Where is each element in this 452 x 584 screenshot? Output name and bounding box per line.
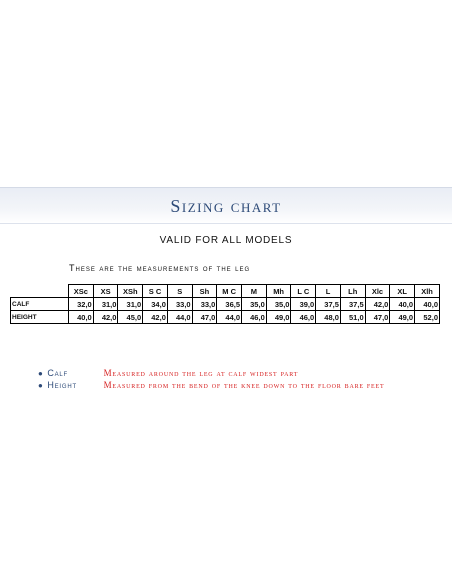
- table-cell: 49,0: [390, 311, 415, 324]
- size-header: XL: [390, 285, 415, 298]
- legend-description: Measured from the bend of the knee down to the floor bare feet: [103, 380, 385, 390]
- size-header: Xlc: [365, 285, 390, 298]
- table-row: [11, 298, 440, 311]
- size-header: S C: [143, 285, 168, 298]
- table-corner: [11, 285, 69, 298]
- size-header: S: [167, 285, 192, 298]
- table-cell: 31,0: [93, 298, 118, 311]
- table-cell: 46,0: [242, 311, 267, 324]
- size-header: XSc: [69, 285, 94, 298]
- size-header: L C: [291, 285, 316, 298]
- table-cell: 44,0: [167, 311, 192, 324]
- table-cell: 33,0: [167, 298, 192, 311]
- table-cell: 36,5: [217, 298, 242, 311]
- table-cell: 52,0: [415, 311, 440, 324]
- table-cell: 42,0: [93, 311, 118, 324]
- legend-item-calf: [38, 368, 298, 378]
- size-header: Sh: [192, 285, 217, 298]
- size-header: L: [316, 285, 341, 298]
- size-header: M C: [217, 285, 242, 298]
- sizing-table: [10, 284, 440, 324]
- table-cell: 48,0: [316, 311, 341, 324]
- table-row: [11, 311, 440, 324]
- table-cell: 44,0: [217, 311, 242, 324]
- size-header: M: [242, 285, 267, 298]
- table-cell: 37,5: [340, 298, 365, 311]
- measurements-note: These are the measurements of the leg: [69, 263, 251, 273]
- row-label: CALF: [11, 298, 69, 311]
- table-cell: 40,0: [415, 298, 440, 311]
- table-cell: 49,0: [266, 311, 291, 324]
- table-cell: 46,0: [291, 311, 316, 324]
- table-cell: 47,0: [365, 311, 390, 324]
- subtitle: VALID FOR ALL MODELS: [159, 235, 293, 246]
- table-cell: 37,5: [316, 298, 341, 311]
- table-cell: 51,0: [340, 311, 365, 324]
- table-cell: 40,0: [390, 298, 415, 311]
- table-cell: 42,0: [143, 311, 168, 324]
- legend-term: Height: [47, 380, 77, 390]
- table-cell: 40,0: [69, 311, 94, 324]
- table-cell: 42,0: [365, 298, 390, 311]
- size-header: Mh: [266, 285, 291, 298]
- table-cell: 45,0: [118, 311, 143, 324]
- legend-term: Calf: [47, 368, 69, 378]
- table-header-row: [11, 285, 440, 298]
- table-cell: 33,0: [192, 298, 217, 311]
- table-cell: 35,0: [242, 298, 267, 311]
- table-cell: 39,0: [291, 298, 316, 311]
- table-cell: 35,0: [266, 298, 291, 311]
- size-header: Xlh: [415, 285, 440, 298]
- table-cell: 34,0: [143, 298, 168, 311]
- bullet-icon: ●: [38, 381, 44, 390]
- size-header: XS: [93, 285, 118, 298]
- table-cell: 47,0: [192, 311, 217, 324]
- legend-description: Measured around the leg at calf widest part: [103, 368, 299, 378]
- size-header: XSh: [118, 285, 143, 298]
- table-cell: 32,0: [69, 298, 94, 311]
- legend-item-height: [38, 380, 384, 390]
- bullet-icon: ●: [38, 369, 44, 378]
- page-title: Sizing chart: [170, 196, 282, 216]
- row-label: HEIGHT: [11, 311, 69, 324]
- size-header: Lh: [340, 285, 365, 298]
- table-cell: 31,0: [118, 298, 143, 311]
